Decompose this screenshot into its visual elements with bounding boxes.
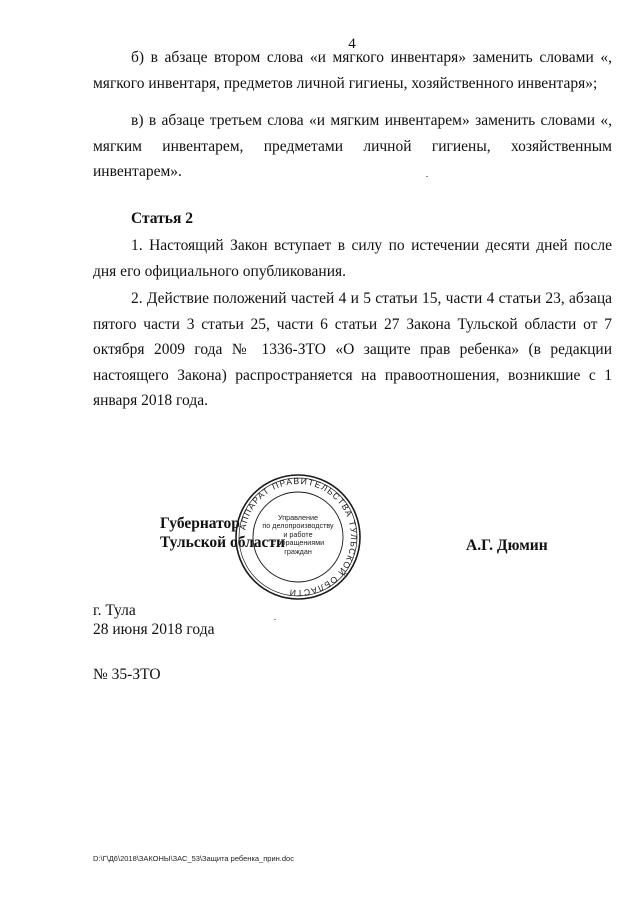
scan-speck bbox=[426, 176, 428, 177]
law-number: № 35-ЗТО bbox=[93, 666, 161, 683]
article-paragraph-2: 2. Действие положений частей 4 и 5 статьи 15, части 4 статьи 23, абзаца пятого части 3 статьи 25, части 6 статьи 27 Закона Тульской области от 7 октября 2009 года № 1336-ЗТО «О защите прав ребенка» (в редакции настоящего Закона) распространяется на правоотношения, возникшие с 1 января 2018 года. bbox=[93, 290, 612, 409]
stamp-center-line: по делопроизводству bbox=[262, 521, 334, 531]
signing-date: 28 июня 2018 года bbox=[93, 621, 215, 638]
footer-file-path: D:\Г\Д6\2018\ЗАКОНЫ\ЗАС_53\Защита ребенка_прин.doc bbox=[93, 854, 294, 863]
stamp-center-line: с обращениями bbox=[271, 538, 325, 548]
stamp-center-line: граждан bbox=[284, 546, 312, 556]
stamp-ring-text: АППАРАТ ПРАВИТЕЛЬСТВА ТУЛЬСКОЙ ОБЛАСТИ bbox=[237, 475, 360, 599]
article-paragraph-1: 1. Настоящий Закон вступает в силу по истечении десяти дней после дня его официального опубликования. bbox=[93, 237, 612, 280]
signature-position-line1: Губернатор bbox=[160, 515, 240, 532]
city: г. Тула bbox=[93, 602, 136, 619]
stamp-center-line: Управление bbox=[278, 513, 318, 522]
signature-name: А.Г. Дюмин bbox=[466, 537, 548, 554]
stamp-center-line: и работе bbox=[283, 529, 313, 539]
amendment-paragraph-c: в) в абзаце третьем слова «и мягким инвентарем» заменить словами «, мягким инвентарем, предметами личной гигиены, хозяйственным инвентарем». bbox=[93, 112, 612, 180]
page-number: 4 bbox=[348, 36, 356, 52]
amendment-paragraph-b: б) в абзаце втором слова «и мягкого инвентаря» заменить словами «, мягкого инвентаря, предметов личной гигиены, хозяйственного инвентаря»; bbox=[93, 49, 612, 92]
stamp-center-text bbox=[262, 514, 334, 556]
article-heading: Статья 2 bbox=[131, 210, 193, 227]
signature-position-line2: Тульской области bbox=[160, 534, 285, 551]
place-and-date bbox=[93, 601, 214, 639]
scan-speck bbox=[274, 619, 276, 620]
